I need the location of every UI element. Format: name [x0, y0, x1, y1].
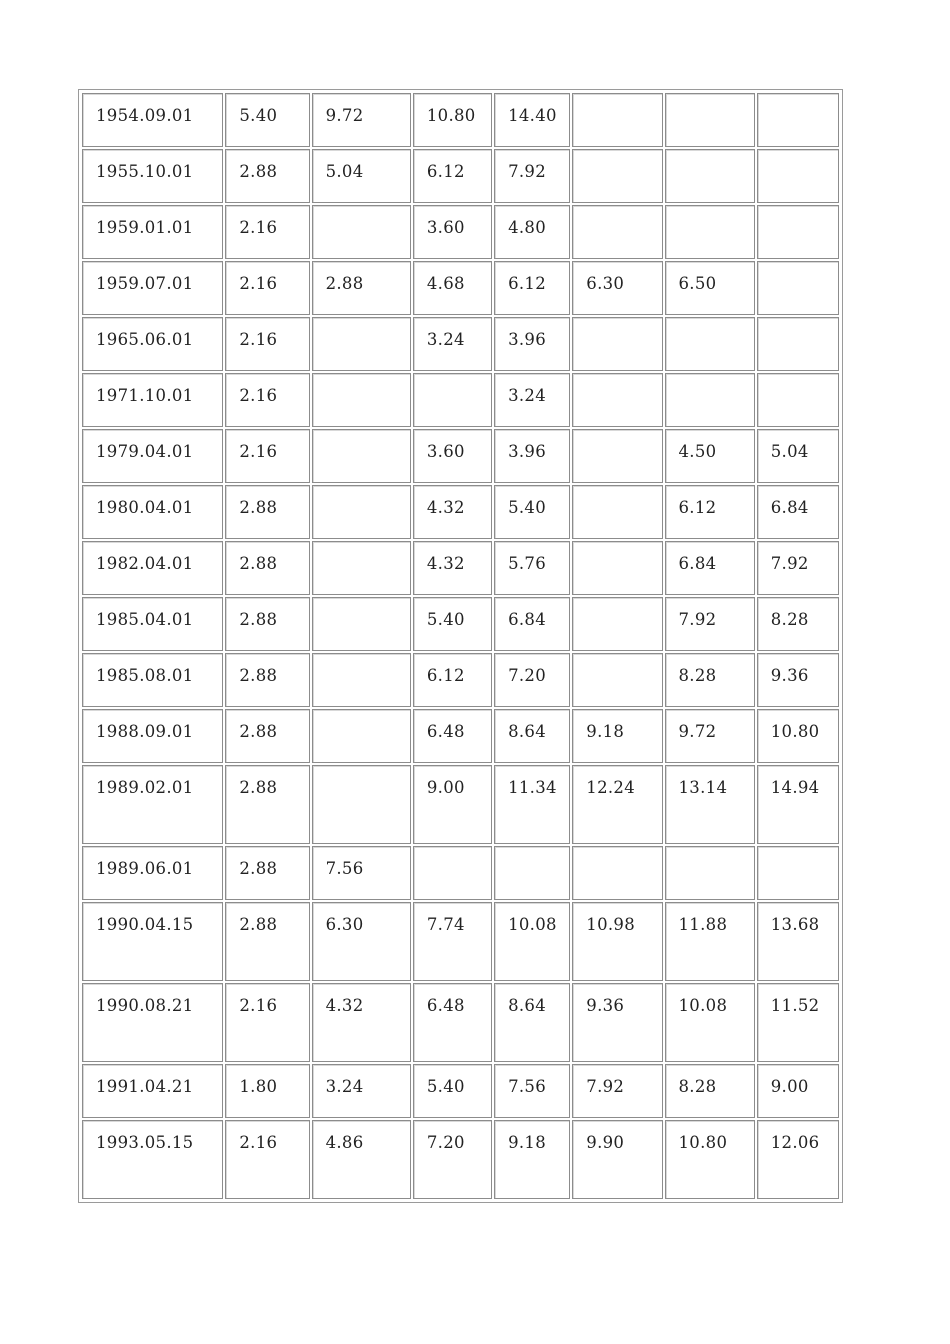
cell-col-3 [312, 429, 411, 483]
cell-col-8: 9.36 [757, 653, 839, 707]
table-row [82, 429, 839, 483]
cell-col-2: 2.88 [225, 709, 309, 763]
cell-col-4: 7.74 [413, 902, 492, 981]
rate-table-body [82, 93, 839, 1199]
cell-col-8: 12.06 [757, 1120, 839, 1199]
cell-date: 1988.09.01 [82, 709, 223, 763]
cell-col-8: 14.94 [757, 765, 839, 844]
cell-col-6 [572, 846, 662, 900]
cell-col-2: 2.16 [225, 429, 309, 483]
cell-col-2: 2.16 [225, 983, 309, 1062]
cell-col-4: 6.12 [413, 653, 492, 707]
cell-col-5: 8.64 [494, 983, 570, 1062]
cell-col-7 [665, 846, 755, 900]
cell-col-8 [757, 261, 839, 315]
cell-col-3 [312, 541, 411, 595]
cell-col-8 [757, 317, 839, 371]
table-row [82, 902, 839, 981]
cell-col-5: 5.40 [494, 485, 570, 539]
cell-col-8 [757, 149, 839, 203]
cell-col-7: 13.14 [665, 765, 755, 844]
cell-col-5: 8.64 [494, 709, 570, 763]
cell-col-8 [757, 205, 839, 259]
cell-col-3 [312, 653, 411, 707]
cell-col-8: 5.04 [757, 429, 839, 483]
cell-date: 1980.04.01 [82, 485, 223, 539]
cell-col-7 [665, 317, 755, 371]
cell-col-5: 9.18 [494, 1120, 570, 1199]
cell-col-6 [572, 205, 662, 259]
cell-col-5: 7.20 [494, 653, 570, 707]
cell-col-2: 2.88 [225, 902, 309, 981]
cell-col-6: 12.24 [572, 765, 662, 844]
cell-col-4: 4.32 [413, 485, 492, 539]
cell-date: 1959.01.01 [82, 205, 223, 259]
cell-col-2: 2.16 [225, 261, 309, 315]
cell-col-6 [572, 93, 662, 147]
cell-col-3: 5.04 [312, 149, 411, 203]
cell-col-4: 4.68 [413, 261, 492, 315]
cell-date: 1989.02.01 [82, 765, 223, 844]
cell-col-3 [312, 765, 411, 844]
cell-col-3 [312, 597, 411, 651]
cell-col-7: 10.08 [665, 983, 755, 1062]
cell-col-6: 6.30 [572, 261, 662, 315]
cell-col-7: 9.72 [665, 709, 755, 763]
cell-col-2: 2.88 [225, 653, 309, 707]
cell-col-8: 10.80 [757, 709, 839, 763]
cell-col-7 [665, 373, 755, 427]
cell-col-7: 11.88 [665, 902, 755, 981]
cell-col-4: 7.20 [413, 1120, 492, 1199]
cell-col-5: 5.76 [494, 541, 570, 595]
cell-col-7: 6.84 [665, 541, 755, 595]
cell-col-2: 2.88 [225, 597, 309, 651]
table-row [82, 765, 839, 844]
cell-date: 1990.04.15 [82, 902, 223, 981]
cell-col-6 [572, 373, 662, 427]
cell-col-2: 2.16 [225, 1120, 309, 1199]
cell-col-5: 6.84 [494, 597, 570, 651]
cell-col-4: 6.12 [413, 149, 492, 203]
cell-col-3: 9.72 [312, 93, 411, 147]
cell-date: 1985.04.01 [82, 597, 223, 651]
cell-col-6 [572, 653, 662, 707]
cell-col-6: 9.36 [572, 983, 662, 1062]
table-row [82, 205, 839, 259]
cell-col-5: 6.12 [494, 261, 570, 315]
table-row [82, 846, 839, 900]
cell-col-2: 2.88 [225, 541, 309, 595]
table-row [82, 261, 839, 315]
cell-col-4: 5.40 [413, 1064, 492, 1118]
cell-col-7: 8.28 [665, 1064, 755, 1118]
cell-col-4: 9.00 [413, 765, 492, 844]
cell-col-6 [572, 597, 662, 651]
cell-col-4: 10.80 [413, 93, 492, 147]
cell-date: 1993.05.15 [82, 1120, 223, 1199]
cell-col-4: 5.40 [413, 597, 492, 651]
cell-col-7 [665, 149, 755, 203]
cell-col-2: 2.88 [225, 149, 309, 203]
cell-col-7 [665, 205, 755, 259]
cell-col-5: 7.56 [494, 1064, 570, 1118]
cell-col-6 [572, 317, 662, 371]
cell-date: 1979.04.01 [82, 429, 223, 483]
cell-col-8: 13.68 [757, 902, 839, 981]
cell-col-5: 10.08 [494, 902, 570, 981]
cell-col-5: 3.96 [494, 317, 570, 371]
cell-col-3: 6.30 [312, 902, 411, 981]
table-row [82, 653, 839, 707]
cell-col-3 [312, 373, 411, 427]
cell-col-2: 2.88 [225, 765, 309, 844]
cell-col-8: 9.00 [757, 1064, 839, 1118]
table-row [82, 709, 839, 763]
cell-col-8: 11.52 [757, 983, 839, 1062]
cell-col-8 [757, 373, 839, 427]
cell-date: 1989.06.01 [82, 846, 223, 900]
cell-col-5: 3.96 [494, 429, 570, 483]
cell-col-2: 2.16 [225, 317, 309, 371]
cell-col-7: 4.50 [665, 429, 755, 483]
cell-col-8: 7.92 [757, 541, 839, 595]
cell-col-7: 7.92 [665, 597, 755, 651]
table-row [82, 373, 839, 427]
cell-date: 1982.04.01 [82, 541, 223, 595]
cell-col-6 [572, 149, 662, 203]
cell-col-2: 5.40 [225, 93, 309, 147]
cell-col-4: 3.24 [413, 317, 492, 371]
cell-col-4: 6.48 [413, 983, 492, 1062]
cell-col-6 [572, 485, 662, 539]
cell-date: 1954.09.01 [82, 93, 223, 147]
cell-col-5: 7.92 [494, 149, 570, 203]
cell-col-8 [757, 846, 839, 900]
cell-col-2: 2.16 [225, 205, 309, 259]
cell-col-5 [494, 846, 570, 900]
cell-col-6: 9.90 [572, 1120, 662, 1199]
cell-col-3: 7.56 [312, 846, 411, 900]
cell-col-4 [413, 846, 492, 900]
cell-date: 1985.08.01 [82, 653, 223, 707]
cell-col-3: 4.86 [312, 1120, 411, 1199]
cell-col-7 [665, 93, 755, 147]
table-row [82, 1064, 839, 1118]
cell-col-4: 4.32 [413, 541, 492, 595]
cell-col-2: 2.88 [225, 485, 309, 539]
cell-date: 1965.06.01 [82, 317, 223, 371]
cell-col-4: 6.48 [413, 709, 492, 763]
cell-col-5: 3.24 [494, 373, 570, 427]
cell-col-7: 8.28 [665, 653, 755, 707]
cell-col-2: 2.16 [225, 373, 309, 427]
table-row [82, 149, 839, 203]
table-row [82, 541, 839, 595]
table-row [82, 983, 839, 1062]
cell-col-4: 3.60 [413, 429, 492, 483]
cell-col-7: 10.80 [665, 1120, 755, 1199]
cell-col-4 [413, 373, 492, 427]
cell-col-2: 1.80 [225, 1064, 309, 1118]
table-row [82, 317, 839, 371]
cell-col-6: 9.18 [572, 709, 662, 763]
cell-col-4: 3.60 [413, 205, 492, 259]
table-row [82, 597, 839, 651]
cell-col-8: 6.84 [757, 485, 839, 539]
cell-col-6: 7.92 [572, 1064, 662, 1118]
cell-col-3: 3.24 [312, 1064, 411, 1118]
cell-col-6: 10.98 [572, 902, 662, 981]
rate-table-frame [78, 89, 843, 1203]
cell-col-5: 4.80 [494, 205, 570, 259]
cell-col-3 [312, 205, 411, 259]
cell-col-5: 11.34 [494, 765, 570, 844]
cell-col-3 [312, 485, 411, 539]
cell-date: 1991.04.21 [82, 1064, 223, 1118]
cell-col-8 [757, 93, 839, 147]
cell-col-7: 6.12 [665, 485, 755, 539]
cell-col-8: 8.28 [757, 597, 839, 651]
cell-col-3 [312, 709, 411, 763]
cell-date: 1990.08.21 [82, 983, 223, 1062]
cell-date: 1959.07.01 [82, 261, 223, 315]
cell-col-3 [312, 317, 411, 371]
cell-col-6 [572, 429, 662, 483]
cell-col-3: 2.88 [312, 261, 411, 315]
cell-col-7: 6.50 [665, 261, 755, 315]
table-row [82, 485, 839, 539]
table-row [82, 1120, 839, 1199]
table-row [82, 93, 839, 147]
rate-table [80, 91, 841, 1201]
cell-col-6 [572, 541, 662, 595]
cell-col-5: 14.40 [494, 93, 570, 147]
cell-col-3: 4.32 [312, 983, 411, 1062]
cell-date: 1971.10.01 [82, 373, 223, 427]
cell-date: 1955.10.01 [82, 149, 223, 203]
cell-col-2: 2.88 [225, 846, 309, 900]
